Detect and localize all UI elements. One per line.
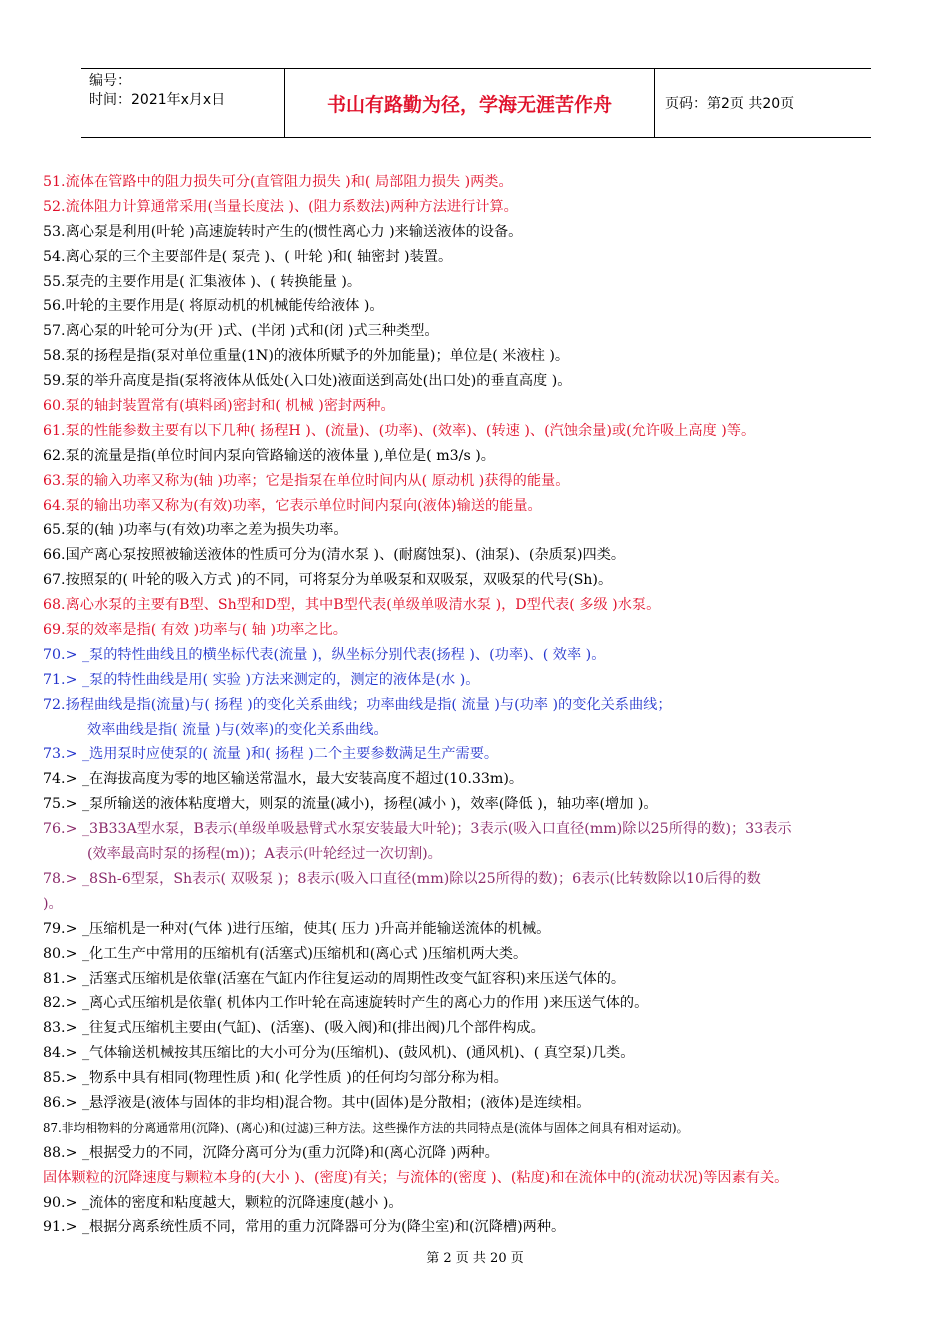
- text-line: 82.> _离心式压缩机是依靠( 机体内工作叶轮在高速旋转时产生的离心力的作用 )来压送气体的。: [43, 995, 649, 1012]
- text-line: 68.离心水泵的主要有B型、Sh型和D型，其中B型代表(单级单吸清水泵 )，D型代表( 多级 )水泵。: [43, 597, 661, 614]
- text-line: 64.泵的输出功率又称为(有效)功率，它表示单位时间内泵向(液体)输送的能量。: [43, 497, 542, 514]
- text-line: 90.> _流体的密度和粘度越大，颗粒的沉降速度(越小 )。: [43, 1194, 403, 1211]
- text-line: 79.> _压缩机是一种对(气体 )进行压缩，使其( 压力 )升高并能输送流体的机械。: [43, 920, 551, 937]
- text-line: 57.离心泵的叶轮可分为(开 )式、(半闭 )式和(闭 )式三种类型。: [43, 323, 439, 340]
- text-line: 87.非均相物料的分离通常用(沉降)、(离心)和(过滤)三种方法。这些操作方法的共同特点是(流体与固体之间具有相对运动)。: [43, 1120, 689, 1135]
- text-line: 78.> _8Sh-6型泵，Sh表示( 双吸泵 )；8表示(吸入口直径(mm)除以25所得的数)；6表示(比转数除以10后得的数: [43, 870, 761, 887]
- text-line: 效率曲线是指( 流量 )与(效率)的变化关系曲线。: [87, 721, 388, 738]
- text-line: 固体颗粒的沉降速度与颗粒本身的(大小 )、(密度)有关；与流体的(密度 )、(粘度)和在流体中的(流动状况)等因素有关。: [43, 1169, 789, 1186]
- text-line: 66.国产离心泵按照被输送液体的性质可分为(清水泵 )、(耐腐蚀泵)、(油泵)、(杂质泵)四类。: [43, 547, 626, 564]
- text-line: 62.泵的流量是指(单位时间内泵向管路输送的液体量 ),单位是( m3/s )。: [43, 447, 495, 464]
- text-line: (效率最高时泵的扬程(m))；A表示(叶轮经过一次切割)。: [87, 846, 442, 863]
- text-line: 55.泵壳的主要作用是( 汇集液体 )、( 转换能量 )。: [43, 273, 362, 290]
- text-line: 75.> _泵所输送的液体粘度增大，则泵的流量(减小)，扬程(减小 )，效率(降低 )，轴功率(增加 )。: [43, 796, 658, 813]
- text-line: )。: [43, 895, 63, 912]
- text-line: 70.> _泵的特性曲线且的横坐标代表(流量 )，纵坐标分别代表(扬程 )、(功率)、( 效率 )。: [43, 646, 606, 663]
- text-line: 54.离心泵的三个主要部件是( 泵壳 )、( 叶轮 )和( 轴密封 )装置。: [43, 248, 453, 265]
- text-line: 88.> _根据受力的不同，沉降分离可分为(重力沉降)和(离心沉降 )两种。: [43, 1144, 499, 1161]
- text-line: 85.> _物系中具有相同(物理性质 )和( 化学性质 )的任何均匀部分称为相。: [43, 1070, 508, 1087]
- text-line: 69.泵的效率是指( 有效 )功率与( 轴 )功率之比。: [43, 622, 347, 639]
- page-header: [81, 68, 871, 138]
- text-line: 74.> _在海拔高度为零的地区输送常温水，最大安装高度不超过(10.33m)。: [43, 771, 524, 788]
- text-line: 71.> _泵的特性曲线是用( 实验 )方法来测定的，测定的液体是(水 )。: [43, 671, 480, 688]
- text-line: 81.> _活塞式压缩机是依靠(活塞在气缸内作往复运动的周期性改变气缸容积)来压送气体的。: [43, 970, 626, 987]
- number-label: 编号：: [89, 73, 131, 89]
- time-label: 时间：2021年x月x日: [89, 92, 226, 108]
- text-line: 56.叶轮的主要作用是( 将原动机的机械能传给液体 )。: [43, 298, 384, 315]
- header-page-label: 页码：第2页 共20页: [665, 96, 795, 112]
- text-line: 80.> _化工生产中常用的压缩机有(活塞式)压缩机和(离心式 )压缩机两大类。: [43, 945, 528, 962]
- text-line: 52.流体阻力计算通常采用(当量长度法 )、(阻力系数法)两种方法进行计算。: [43, 198, 518, 215]
- text-line: 86.> _悬浮液是(液体与固体的非均相)混合物。其中(固体)是分散相；(液体)是连续相。: [43, 1094, 591, 1111]
- text-line: 72.扬程曲线是指(流量)与( 扬程 )的变化关系曲线；功率曲线是指( 流量 )与(功率 )的变化关系曲线；: [43, 696, 672, 713]
- page-footer: 第 2 页 共 20 页: [426, 1251, 524, 1266]
- text-line: 65.泵的(轴 )功率与(有效)功率之差为损失功率。: [43, 522, 348, 539]
- text-line: 84.> _气体输送机械按其压缩比的大小可分为(压缩机)、(鼓风机)、(通风机)、( 真空泵)几类。: [43, 1045, 635, 1062]
- text-line: 91.> _根据分离系统性质不同，常用的重力沉降器可分为(降尘室)和(沉降槽)两种。: [43, 1219, 566, 1236]
- document-body: [43, 170, 923, 1240]
- text-line: 76.> _3B33A型水泵，B表示(单级单吸悬臂式水泵安装最大叶轮)；3表示(吸入口直径(mm)除以25所得的数)；33表示: [43, 821, 792, 838]
- text-line: 58.泵的扬程是指(泵对单位重量(1N)的液体所赋予的外加能量)；单位是( 米液柱 )。: [43, 348, 570, 365]
- text-line: 51.流体在管路中的阻力损失可分(直管阻力损失 )和( 局部阻力损失 )两类。: [43, 174, 513, 190]
- text-line: 59.泵的举升高度是指(泵将液体从低处(入口处)液面送到高处(出口处)的垂直高度 )。: [43, 373, 572, 390]
- text-line: 60.泵的轴封装置常有(填料函)密封和( 机械 )密封两种。: [43, 398, 395, 415]
- text-line: 73.> _选用泵时应使泵的( 流量 )和( 扬程 )二个主要参数满足生产需要。: [43, 746, 499, 763]
- header-info: [81, 69, 284, 137]
- text-line: 67.按照泵的( 叶轮的吸入方式 )的不同，可将泵分为单吸泵和双吸泵，双吸泵的代号(Sh)。: [43, 572, 613, 589]
- text-line: 61.泵的性能参数主要有以下几种( 扬程H )、(流量)、(功率)、(效率)、(转速 )、(汽蚀余量)或(允许吸上高度 )等。: [43, 422, 756, 439]
- text-line: 63.泵的输入功率又称为(轴 )功率；它是指泵在单位时间内从( 原动机 )获得的能量。: [43, 472, 570, 489]
- text-line: 83.> _往复式压缩机主要由(气缸)、(活塞)、(吸入阀)和(排出阀)几个部件构成。: [43, 1020, 545, 1037]
- header-motto: 书山有路勤为径，学海无涯苦作舟: [284, 69, 655, 137]
- text-line: 53.离心泵是利用(叶轮 )高速旋转时产生的(惯性离心力 )来输送液体的设备。: [43, 223, 523, 240]
